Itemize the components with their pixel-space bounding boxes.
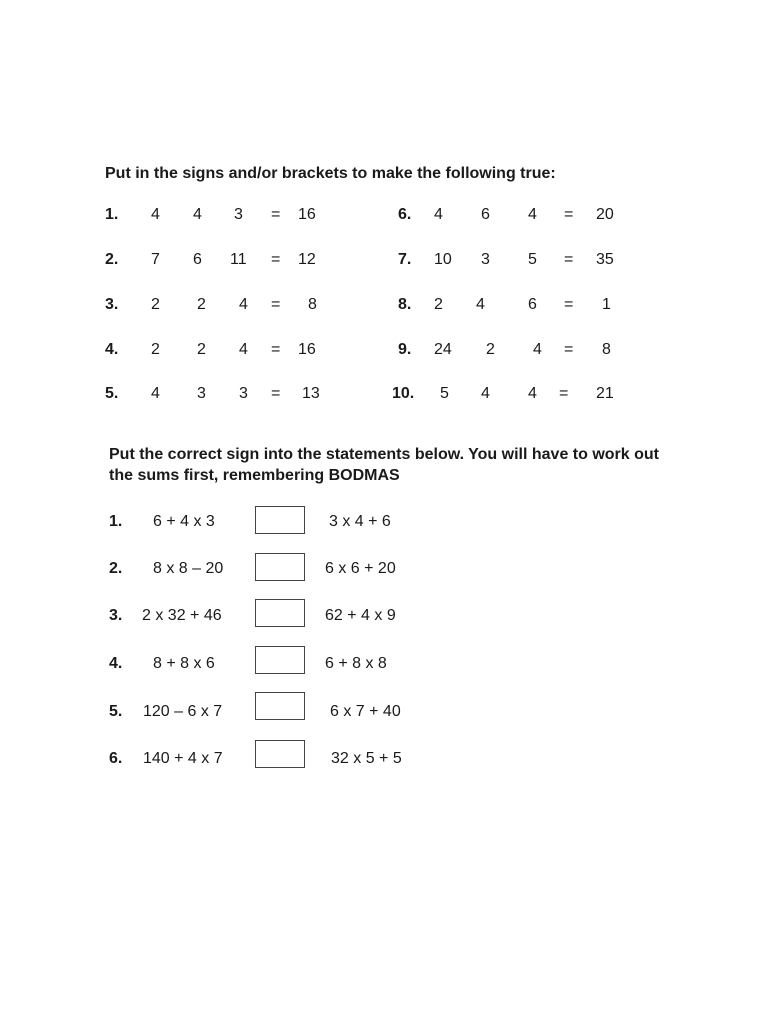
right-expression: 62 + 4 x 9 xyxy=(325,607,396,624)
operand-b: 6 xyxy=(193,251,202,268)
problem-number: 8. xyxy=(398,296,412,313)
operand-c: 4 xyxy=(239,341,248,358)
problem-number: 4. xyxy=(105,341,119,358)
equals-sign: = xyxy=(559,385,569,402)
right-expression: 3 x 4 + 6 xyxy=(329,513,391,530)
right-expression: 6 + 8 x 8 xyxy=(325,655,387,672)
equals-sign: = xyxy=(271,206,281,223)
equals-sign: = xyxy=(564,341,574,358)
problem-number: 3. xyxy=(105,296,119,313)
target-result: 16 xyxy=(298,341,316,358)
operand-b: 2 xyxy=(197,296,206,313)
operand-c: 5 xyxy=(528,251,537,268)
problem-number: 10. xyxy=(392,385,415,402)
operand-c: 3 xyxy=(234,206,243,223)
operand-c: 6 xyxy=(528,296,537,313)
operand-a: 5 xyxy=(440,385,449,402)
operand-b: 4 xyxy=(193,206,202,223)
s1-problem xyxy=(0,249,768,271)
target-result: 1 xyxy=(602,296,611,313)
equals-sign: = xyxy=(271,296,281,313)
operand-c: 4 xyxy=(533,341,542,358)
operand-b: 6 xyxy=(481,206,490,223)
target-result: 13 xyxy=(302,385,320,402)
operand-c: 4 xyxy=(239,296,248,313)
left-expression: 8 + 8 x 6 xyxy=(153,655,215,672)
s1-problem xyxy=(0,339,768,361)
operand-a: 4 xyxy=(151,385,160,402)
problem-number: 7. xyxy=(398,251,412,268)
s2-problem xyxy=(0,511,768,533)
operand-a: 10 xyxy=(434,251,452,268)
problem-number: 3. xyxy=(109,607,123,624)
problem-number: 1. xyxy=(105,206,119,223)
answer-box[interactable] xyxy=(255,692,305,720)
left-expression: 2 x 32 + 46 xyxy=(142,607,222,624)
problem-number: 2. xyxy=(105,251,119,268)
equals-sign: = xyxy=(271,251,281,268)
answer-box[interactable] xyxy=(255,740,305,768)
left-expression: 8 x 8 – 20 xyxy=(153,560,224,577)
target-result: 8 xyxy=(308,296,317,313)
section2-heading: Put the correct sign into the statements below. You will have to work out the sums first, remembering BODMAS xyxy=(109,446,659,484)
left-expression: 6 + 4 x 3 xyxy=(153,513,215,530)
answer-box[interactable] xyxy=(255,646,305,674)
problem-number: 2. xyxy=(109,560,123,577)
operand-b: 2 xyxy=(486,341,495,358)
s1-problem xyxy=(0,204,768,226)
answer-box[interactable] xyxy=(255,506,305,534)
problem-number: 6. xyxy=(398,206,412,223)
operand-a: 2 xyxy=(151,341,160,358)
equals-sign: = xyxy=(271,385,281,402)
operand-b: 4 xyxy=(476,296,485,313)
operand-b: 3 xyxy=(481,251,490,268)
target-result: 12 xyxy=(298,251,316,268)
equals-sign: = xyxy=(271,341,281,358)
problem-number: 9. xyxy=(398,341,412,358)
right-expression: 6 x 7 + 40 xyxy=(330,703,401,720)
right-expression: 32 x 5 + 5 xyxy=(331,750,402,767)
operand-c: 4 xyxy=(528,385,537,402)
target-result: 35 xyxy=(596,251,614,268)
target-result: 8 xyxy=(602,341,611,358)
s2-problem xyxy=(0,701,768,723)
problem-number: 6. xyxy=(109,750,123,767)
equals-sign: = xyxy=(564,296,574,313)
operand-a: 7 xyxy=(151,251,160,268)
operand-b: 4 xyxy=(481,385,490,402)
equals-sign: = xyxy=(564,251,574,268)
operand-a: 2 xyxy=(151,296,160,313)
s2-problem xyxy=(0,605,768,627)
s2-problem xyxy=(0,653,768,675)
problem-number: 5. xyxy=(105,385,119,402)
operand-b: 2 xyxy=(197,341,206,358)
s2-problem xyxy=(0,558,768,580)
operand-a: 24 xyxy=(434,341,452,358)
problem-number: 4. xyxy=(109,655,123,672)
problem-number: 5. xyxy=(109,703,123,720)
target-result: 16 xyxy=(298,206,316,223)
right-expression: 6 x 6 + 20 xyxy=(325,560,396,577)
s1-problem xyxy=(0,383,768,405)
answer-box[interactable] xyxy=(255,553,305,581)
s1-problem xyxy=(0,294,768,316)
target-result: 20 xyxy=(596,206,614,223)
answer-box[interactable] xyxy=(255,599,305,627)
operand-a: 4 xyxy=(151,206,160,223)
operand-a: 4 xyxy=(434,206,443,223)
equals-sign: = xyxy=(564,206,574,223)
target-result: 21 xyxy=(596,385,614,402)
problem-number: 1. xyxy=(109,513,123,530)
operand-a: 2 xyxy=(434,296,443,313)
operand-b: 3 xyxy=(197,385,206,402)
operand-c: 4 xyxy=(528,206,537,223)
section1-heading: Put in the signs and/or brackets to make the following true: xyxy=(105,165,556,182)
operand-c: 11 xyxy=(230,251,247,268)
s2-problem xyxy=(0,748,768,770)
left-expression: 120 – 6 x 7 xyxy=(143,703,223,720)
operand-c: 3 xyxy=(239,385,248,402)
left-expression: 140 + 4 x 7 xyxy=(143,750,223,767)
